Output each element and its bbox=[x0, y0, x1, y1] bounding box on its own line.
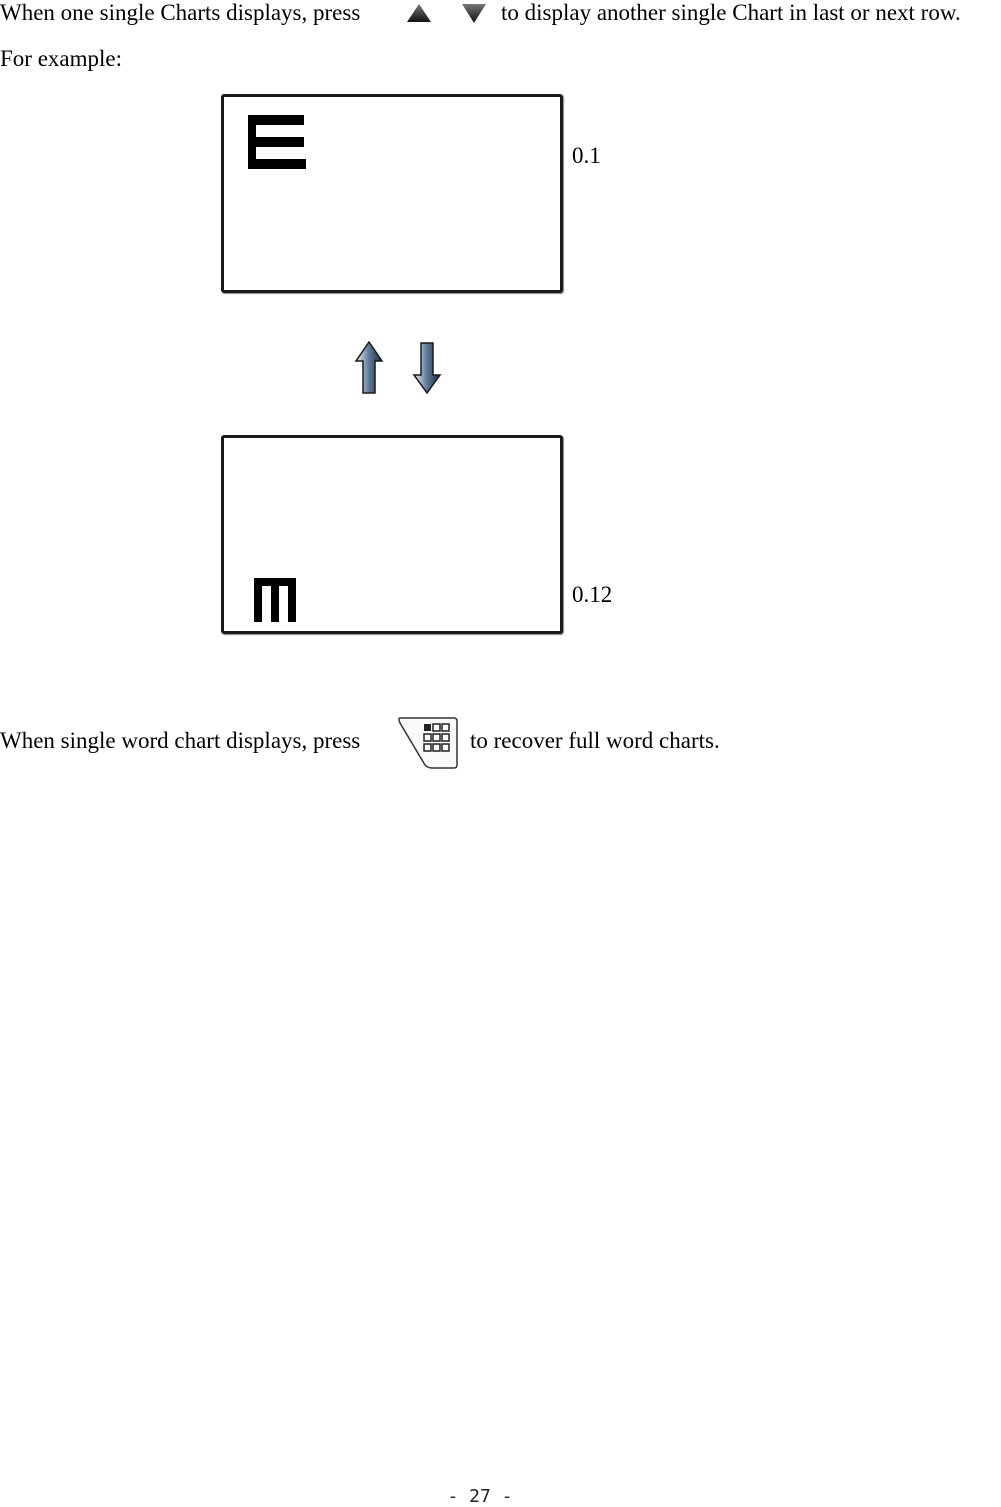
chart-level-2: 0.12 bbox=[572, 582, 613, 607]
optotype-e-up bbox=[254, 578, 302, 624]
page-number: - 27 - bbox=[447, 1486, 513, 1507]
keypad-grid-icon bbox=[396, 715, 460, 777]
chart-example-1 bbox=[221, 94, 563, 293]
instruction-1-after: to display another single Chart in last or next row. bbox=[501, 0, 961, 25]
arrow-up-icon bbox=[354, 341, 384, 395]
chart-level-1: 0.1 bbox=[572, 143, 601, 168]
triangle-down-icon bbox=[459, 1, 489, 31]
instruction-2-after: to recover full word charts. bbox=[470, 728, 720, 753]
nav-arrows bbox=[354, 341, 444, 395]
chart-example-2 bbox=[221, 435, 563, 634]
arrow-down-icon bbox=[412, 341, 442, 395]
instruction-2-before: When single word chart displays, press bbox=[0, 728, 361, 753]
example-label: For example: bbox=[0, 46, 122, 71]
triangle-up-icon bbox=[404, 1, 434, 31]
instruction-1-before: When one single Charts displays, press bbox=[0, 0, 361, 25]
optotype-e-right bbox=[248, 115, 308, 171]
